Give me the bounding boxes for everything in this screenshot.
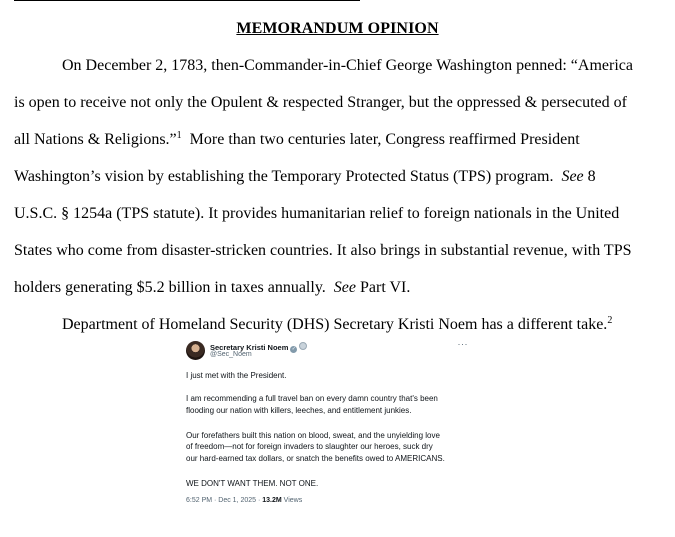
tweet-meta (186, 497, 302, 504)
paragraph1-text: More than two centuries later, Congress reaffirmed President (181, 131, 580, 148)
verified-badge-icon: ✓ (291, 346, 296, 352)
paragraph1-line (14, 277, 410, 299)
tweet-text-line: WE DON'T WANT THEM. NOT ONE. (186, 479, 319, 488)
footnote-ref-2[interactable]: 2 (607, 315, 613, 326)
paragraph1-text: Part VI. (355, 279, 411, 296)
tweet-views-label: Views (281, 497, 303, 504)
tweet-text-line: I just met with the President. (186, 371, 287, 380)
footnote-ref-1[interactable]: 1 (176, 130, 182, 141)
avatar[interactable] (186, 341, 205, 360)
paragraph2-text: Department of Homeland Security (DHS) Secretary Kristi Noem has a different take. (62, 316, 608, 333)
tweet-text-line: flooding our nation with killers, leeches, and entitlement junkies. (186, 406, 412, 415)
paragraph1-line: On December 2, 1783, then-Commander-in-Chief George Washington penned: “America (62, 57, 633, 74)
tweet-handle[interactable]: @Sec_Noem (210, 351, 252, 358)
tweet-text-line: Our forefathers built this nation on blood, sweat, and the unyielding love (186, 431, 440, 440)
page-title: MEMORANDUM OPINION (236, 20, 439, 37)
embedded-tweet (178, 336, 488, 512)
paragraph1-line (14, 166, 596, 188)
paragraph1-line (14, 129, 580, 151)
paragraph1-text: Washington’s vision by establishing the Temporary Protected Status (TPS) program. (14, 168, 562, 185)
paragraph1-text: 8 (583, 168, 596, 185)
quote-end-text: all Nations & Religions.” (14, 131, 177, 148)
tweet-text-line: our hard-earned tax dollars, or snatch the benefits owed to AMERICANS. (186, 454, 445, 463)
paragraph1-line: States who come from disaster-stricken countries. It also brings in substantial revenue, with TPS (14, 242, 632, 259)
footnote-separator-line (14, 0, 360, 1)
tweet-display-name[interactable]: Secretary Kristi Noem (210, 343, 289, 352)
more-options-icon[interactable]: ··· (457, 339, 468, 349)
tweet-text-line: of freedom—not for foreign invaders to slaughter our heroes, suck dry (186, 442, 433, 451)
paragraph1-line: U.S.C. § 1254a (TPS statute). It provides humanitarian relief to foreign nationals in the United (14, 205, 620, 222)
see-signal: See (561, 168, 584, 185)
paragraph1-text: holders generating $5.2 billion in taxes annually. (14, 279, 334, 296)
tweet-text-line: I am recommending a full travel ban on every damn country that's been (186, 394, 438, 403)
tweet-timestamp[interactable]: 6:52 PM · Dec 1, 2025 · (186, 497, 263, 504)
paragraph1-line: is open to receive not only the Opulent & respected Stranger, but the oppressed & persecuted of (14, 94, 627, 111)
see-signal: See (333, 279, 356, 296)
tweet-views-count: 13.2M (262, 497, 282, 504)
government-affiliation-icon (299, 342, 307, 350)
paragraph2-line (62, 314, 612, 336)
